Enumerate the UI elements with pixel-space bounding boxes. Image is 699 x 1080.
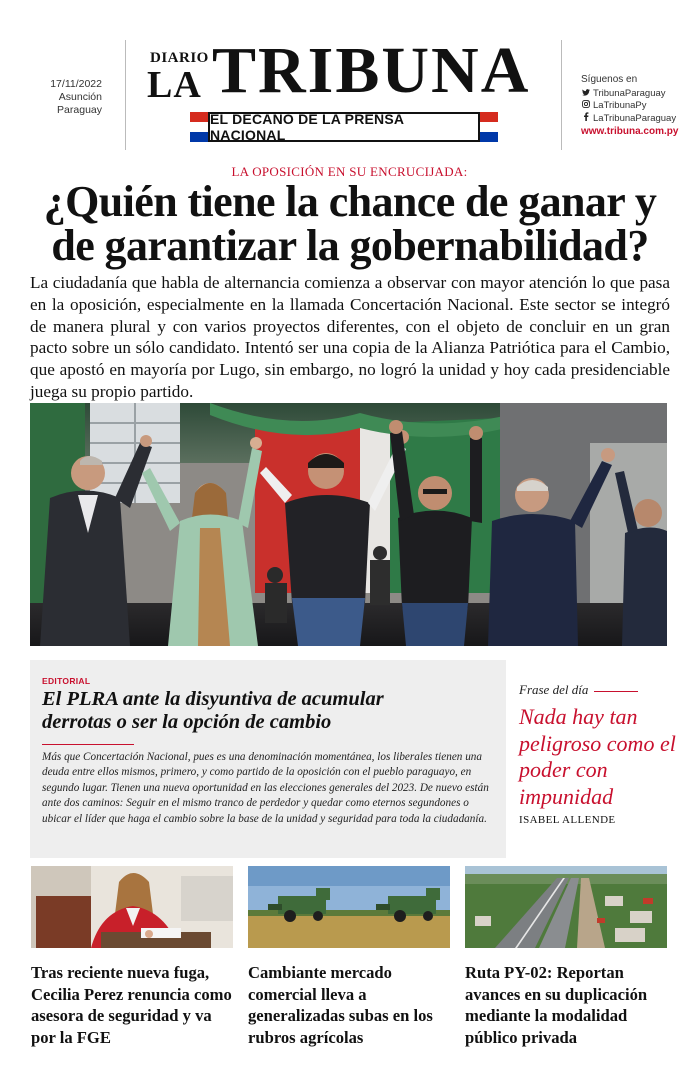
masthead-divider-right [561, 40, 562, 150]
masthead [0, 0, 699, 152]
date: 17/11/2022 [50, 78, 102, 90]
facebook-handle: LaTribunaParaguay [593, 112, 677, 124]
story-card-1[interactable] [31, 866, 233, 1048]
masthead-divider-left [125, 40, 126, 150]
instagram-handle: LaTribunaPy [593, 100, 647, 111]
editorial-divider [42, 744, 134, 745]
quote-label: Frase del día [519, 682, 589, 697]
story-2-title[interactable]: Cambiante mercado comercial lleva a generalizadas subas en los rubros agrícolas [248, 963, 433, 1047]
paraguay-flag-left [190, 112, 208, 142]
paraguay-flag-right [480, 112, 498, 142]
lead-headline[interactable]: ¿Quién tiene la chance de ganar y de garantizar la gobernabilidad? [43, 177, 657, 270]
lead-kicker: LA OPOSICIÓN EN SU ENCRUCIJADA: [231, 164, 468, 179]
social-instagram[interactable] [581, 100, 699, 112]
logo-tribuna-text: TRIBUNA [212, 34, 531, 107]
tagline-banner [190, 112, 498, 142]
logo-la-text: LA [147, 64, 202, 106]
logo-diario-text: DIARIO [150, 50, 209, 66]
story-1-photo[interactable] [31, 866, 233, 948]
social-twitter[interactable] [581, 88, 699, 100]
editorial-label: EDITORIAL [42, 676, 91, 686]
quote-divider [594, 691, 638, 692]
story-card-2[interactable] [248, 866, 450, 1048]
quote-header [519, 682, 679, 698]
twitter-icon [581, 88, 590, 100]
quote-text: Nada hay tan peligroso como el poder con impunidad [519, 704, 676, 809]
lead-photo[interactable] [30, 403, 667, 646]
tagline: EL DECANO DE LA PRENSA NACIONAL [208, 112, 480, 142]
editorial-title[interactable]: El PLRA ante la disyuntiva de acumular derrotas o ser la opción de cambio [42, 688, 384, 733]
website-link[interactable]: www.tribuna.com.py [581, 126, 679, 137]
story-2-photo[interactable] [248, 866, 450, 948]
dateline [28, 78, 102, 117]
follow-label: Síguenos en [581, 74, 638, 85]
country: Paraguay [57, 104, 102, 116]
instagram-icon [581, 100, 590, 112]
lead-body: La ciudadanía que habla de alternancia comienza a observar con mayor atención lo que pasa en la oposición, especialmente en la llamada Concertación Nacional. Este sector se integró de manera plural y con varios proyectos diferentes, con el objeto de concluir en un gran pacto sobre un sólo candidato. Intentó ser una copia de la Alianza Patriótica para el Cambio, que apostó en mayoría por Lugo, sin embargo, no logró la unidad y hoy cada presidenciable juega su propio partido. [30, 273, 670, 401]
facebook-icon [581, 112, 590, 125]
story-1-title[interactable]: Tras reciente nueva fuga, Cecilia Perez renuncia como asesora de seguridad y va por la FGE [31, 963, 232, 1047]
social-links [581, 74, 699, 138]
story-card-3[interactable] [465, 866, 667, 1048]
editorial-box[interactable] [30, 660, 506, 858]
social-facebook[interactable] [581, 112, 699, 125]
story-3-title[interactable]: Ruta PY-02: Reportan avances en su duplicación mediante la modalidad público privada [465, 963, 648, 1047]
quote-of-the-day [519, 682, 679, 826]
story-3-photo[interactable] [465, 866, 667, 948]
quote-author: ISABEL ALLENDE [519, 814, 616, 826]
twitter-handle: TribunaParaguay [593, 88, 666, 99]
editorial-body: Más que Concertación Nacional, pues es una denominación momentánea, los liberales tienen una deuda entre ellos mismos, primero, y como partido de la oposición con el pueblo paraguayo, en segundo lugar. Tienen una nueva oportunidad en las elecciones generales del 2023. De nuevo están ante dos caminos: Seguir en el mismo tranco de perdedor y quedar como eternos segundones o ubicar el líder que haga el cambio sobre la base de la unidad y seguridad para toda la ciudadanía. [42, 751, 489, 825]
city: Asunción [58, 91, 102, 103]
